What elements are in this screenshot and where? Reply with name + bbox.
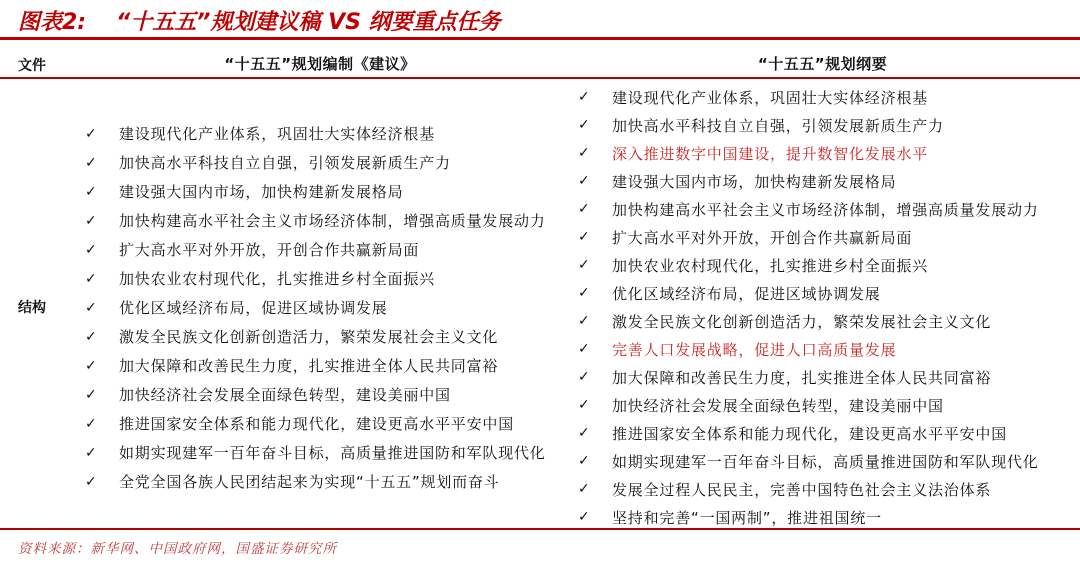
check-icon: ✓ xyxy=(578,173,590,189)
proposal-item-text: 如期实现建军一百年奋斗目标，高质量推进国防和军队现代化 xyxy=(119,444,546,462)
row-label-structure: 结构 xyxy=(18,300,46,316)
exhibit-title-text: “十五五”规划建议稿 VS 纲要重点任务 xyxy=(116,10,501,35)
outline-item-text: 完善人口发展战略，促进人口高质量发展 xyxy=(612,340,897,359)
check-icon: ✓ xyxy=(578,117,590,133)
proposal-item-text: 全党全国各族人民团结起来为实现“十五五”规划而奋斗 xyxy=(119,473,500,491)
outline-item xyxy=(578,139,1039,167)
proposal-item xyxy=(85,177,546,206)
exhibit-number-label: 图表2: xyxy=(18,10,87,35)
outline-item-text: 建设强大国内市场，加快构建新发展格局 xyxy=(612,172,897,191)
check-icon: ✓ xyxy=(578,341,590,357)
outline-item-text: 发展全过程人民民主，完善中国特色社会主义法治体系 xyxy=(612,480,992,499)
outline-item-list xyxy=(578,83,1039,531)
column-header-proposal: “十五五”规划编制《建议》 xyxy=(224,55,416,73)
outline-item xyxy=(578,307,1039,335)
check-icon: ✓ xyxy=(578,369,590,385)
outline-item xyxy=(578,419,1039,447)
outline-item xyxy=(578,223,1039,251)
outline-item xyxy=(578,335,1039,363)
outline-item-text: 推进国家安全体系和能力现代化，建设更高水平平安中国 xyxy=(612,424,1008,443)
proposal-item xyxy=(85,467,546,496)
outline-item-text: 坚持和完善“一国两制”，推进祖国统一 xyxy=(612,508,882,527)
check-icon: ✓ xyxy=(578,509,590,525)
check-icon: ✓ xyxy=(85,270,97,287)
check-icon: ✓ xyxy=(85,386,97,403)
proposal-item xyxy=(85,293,546,322)
check-icon: ✓ xyxy=(85,299,97,316)
column-header-file: 文件 xyxy=(18,58,46,74)
proposal-item-list xyxy=(85,119,546,496)
outline-item xyxy=(578,251,1039,279)
proposal-item xyxy=(85,148,546,177)
outline-item-text: 深入推进数字中国建设，提升数智化发展水平 xyxy=(612,144,929,163)
check-icon: ✓ xyxy=(85,125,97,142)
outline-item xyxy=(578,111,1039,139)
exhibit-title xyxy=(18,5,501,36)
proposal-item xyxy=(85,409,546,438)
column-header-outline: “十五五”规划纲要 xyxy=(757,55,888,73)
outline-item xyxy=(578,195,1039,223)
outline-item xyxy=(578,83,1039,111)
outline-item xyxy=(578,363,1039,391)
check-icon: ✓ xyxy=(85,154,97,171)
outline-item xyxy=(578,279,1039,307)
outline-item-text: 加快高水平科技自立自强，引领发展新质生产力 xyxy=(612,116,944,135)
table-bottom-divider xyxy=(0,528,1080,530)
outline-item-text: 扩大高水平对外开放，开创合作共赢新局面 xyxy=(612,228,913,247)
proposal-item xyxy=(85,438,546,467)
check-icon: ✓ xyxy=(578,89,590,105)
check-icon: ✓ xyxy=(578,481,590,497)
proposal-item-text: 加快经济社会发展全面绿色转型，建设美丽中国 xyxy=(119,386,451,404)
outline-item-text: 加快农业农村现代化，扎实推进乡村全面振兴 xyxy=(612,256,929,275)
proposal-item-text: 加大保障和改善民生力度，扎实推进全体人民共同富裕 xyxy=(119,357,499,375)
title-divider xyxy=(0,37,1080,40)
proposal-item xyxy=(85,235,546,264)
proposal-item-text: 加快构建高水平社会主义市场经济体制，增强高质量发展动力 xyxy=(119,212,546,230)
check-icon: ✓ xyxy=(85,183,97,200)
outline-item xyxy=(578,447,1039,475)
outline-item-text: 加大保障和改善民生力度，扎实推进全体人民共同富裕 xyxy=(612,368,992,387)
check-icon: ✓ xyxy=(578,397,590,413)
proposal-item-text: 建设强大国内市场，加快构建新发展格局 xyxy=(119,183,404,201)
outline-item xyxy=(578,475,1039,503)
source-note: 资料来源：新华网、中国政府网，国盛证券研究所 xyxy=(18,541,337,557)
proposal-item-text: 推进国家安全体系和能力现代化，建设更高水平平安中国 xyxy=(119,415,515,433)
proposal-item-text: 激发全民族文化创新创造活力，繁荣发展社会主义文化 xyxy=(119,328,499,346)
proposal-item-text: 加快高水平科技自立自强，引领发展新质生产力 xyxy=(119,154,451,172)
check-icon: ✓ xyxy=(578,425,590,441)
proposal-item xyxy=(85,351,546,380)
check-icon: ✓ xyxy=(578,285,590,301)
proposal-item-text: 建设现代化产业体系，巩固壮大实体经济根基 xyxy=(119,125,436,143)
check-icon: ✓ xyxy=(578,313,590,329)
check-icon: ✓ xyxy=(578,145,590,161)
proposal-item xyxy=(85,380,546,409)
header-divider xyxy=(0,77,1080,79)
proposal-item-text: 扩大高水平对外开放，开创合作共赢新局面 xyxy=(119,241,420,259)
check-icon: ✓ xyxy=(85,473,97,490)
check-icon: ✓ xyxy=(85,444,97,461)
proposal-item xyxy=(85,119,546,148)
outline-item-text: 加快经济社会发展全面绿色转型，建设美丽中国 xyxy=(612,396,944,415)
outline-item-text: 如期实现建军一百年奋斗目标，高质量推进国防和军队现代化 xyxy=(612,452,1039,471)
check-icon: ✓ xyxy=(578,201,590,217)
check-icon: ✓ xyxy=(85,212,97,229)
outline-item xyxy=(578,503,1039,531)
outline-item-text: 建设现代化产业体系，巩固壮大实体经济根基 xyxy=(612,88,929,107)
check-icon: ✓ xyxy=(578,229,590,245)
check-icon: ✓ xyxy=(85,415,97,432)
outline-item xyxy=(578,391,1039,419)
outline-item-text: 加快构建高水平社会主义市场经济体制，增强高质量发展动力 xyxy=(612,200,1039,219)
outline-item-text: 优化区域经济布局，促进区域协调发展 xyxy=(612,284,881,303)
proposal-item-text: 优化区域经济布局，促进区域协调发展 xyxy=(119,299,388,317)
check-icon: ✓ xyxy=(85,241,97,258)
check-icon: ✓ xyxy=(85,357,97,374)
proposal-item xyxy=(85,322,546,351)
outline-item xyxy=(578,167,1039,195)
check-icon: ✓ xyxy=(578,453,590,469)
proposal-item xyxy=(85,264,546,293)
proposal-item-text: 加快农业农村现代化，扎实推进乡村全面振兴 xyxy=(119,270,436,288)
check-icon: ✓ xyxy=(85,328,97,345)
outline-item-text: 激发全民族文化创新创造活力，繁荣发展社会主义文化 xyxy=(612,312,992,331)
check-icon: ✓ xyxy=(578,257,590,273)
proposal-item xyxy=(85,206,546,235)
